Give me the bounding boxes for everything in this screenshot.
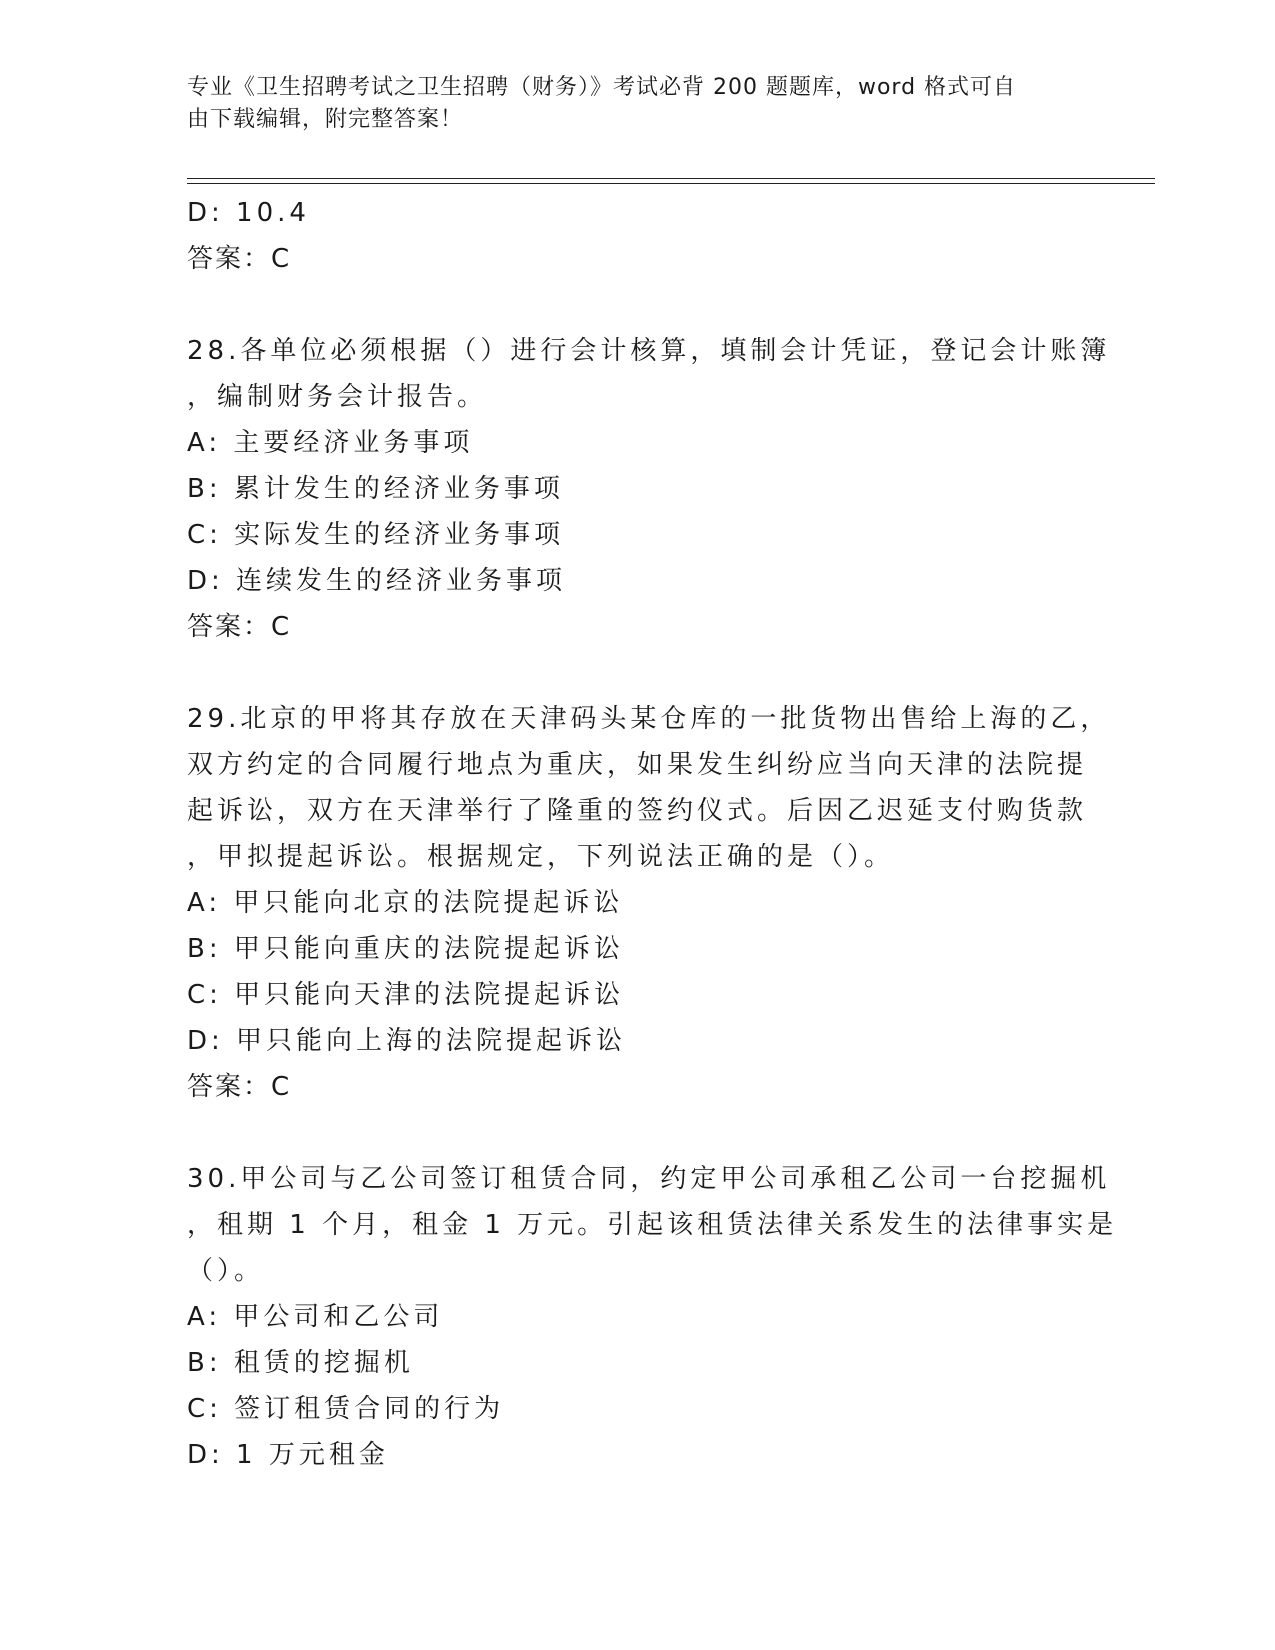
question-text-line: ，甲拟提起诉讼。根据规定，下列说法正确的是（）。 bbox=[187, 842, 895, 872]
option-a: A: 甲公司和乙公司 bbox=[187, 1302, 444, 1332]
question-text-line: 双方约定的合同履行地点为重庆，如果发生纠纷应当向天津的法院提 bbox=[187, 750, 1088, 780]
question-text-line: 29.北京的甲将其存放在天津码头某仓库的一批货物出售给上海的乙， bbox=[187, 704, 1111, 734]
option-d: D: 10.4 bbox=[187, 198, 310, 228]
question-28 bbox=[187, 328, 1111, 650]
question-29 bbox=[187, 696, 1111, 1110]
spacer bbox=[187, 282, 1087, 328]
option-c: C: 甲只能向天津的法院提起诉讼 bbox=[187, 980, 625, 1010]
spacer bbox=[187, 1110, 1087, 1156]
document-body bbox=[187, 190, 1118, 1478]
header-divider-top bbox=[187, 178, 1155, 179]
option-b: B: 租赁的挖掘机 bbox=[187, 1348, 414, 1378]
option-d: D: 连续发生的经济业务事项 bbox=[187, 566, 567, 596]
question-text-line: （）。 bbox=[187, 1256, 265, 1286]
spacer bbox=[187, 650, 1087, 696]
option-c: C: 签订租赁合同的行为 bbox=[187, 1394, 505, 1424]
question-text-line: 28.各单位必须根据（）进行会计核算，填制会计凭证，登记会计账簿 bbox=[187, 336, 1111, 366]
question-text-line: ，编制财务会计报告。 bbox=[187, 382, 488, 412]
option-b: B: 累计发生的经济业务事项 bbox=[187, 474, 564, 504]
option-b: B: 甲只能向重庆的法院提起诉讼 bbox=[187, 934, 624, 964]
question-text-line: ，租期 1 个月，租金 1 万元。引起该租赁法律关系发生的法律事实是 bbox=[187, 1210, 1118, 1240]
question-text-line: 30.甲公司与乙公司签订租赁合同，约定甲公司承租乙公司一台挖掘机 bbox=[187, 1164, 1111, 1194]
question-30 bbox=[187, 1156, 1118, 1478]
header-line-2: 由下载编辑，附完整答案！ bbox=[187, 107, 464, 132]
previous-question-tail bbox=[187, 190, 1087, 282]
option-d: D: 1 万元租金 bbox=[187, 1440, 389, 1470]
answer-line: 答案：C bbox=[187, 244, 292, 274]
option-a: A: 甲只能向北京的法院提起诉讼 bbox=[187, 888, 624, 918]
answer-line: 答案：C bbox=[187, 612, 292, 642]
answer-line: 答案：C bbox=[187, 1072, 292, 1102]
header-line-1: 专业《卫生招聘考试之卫生招聘（财务）》考试必背 200 题题库，word 格式可自 bbox=[187, 75, 1017, 100]
option-c: C: 实际发生的经济业务事项 bbox=[187, 520, 565, 550]
option-a: A: 主要经济业务事项 bbox=[187, 428, 474, 458]
header-divider-bottom bbox=[187, 183, 1155, 184]
document-header bbox=[187, 72, 1067, 136]
question-text-line: 起诉讼，双方在天津举行了隆重的签约仪式。后因乙迟延支付购货款 bbox=[187, 796, 1088, 826]
option-d: D: 甲只能向上海的法院提起诉讼 bbox=[187, 1026, 627, 1056]
